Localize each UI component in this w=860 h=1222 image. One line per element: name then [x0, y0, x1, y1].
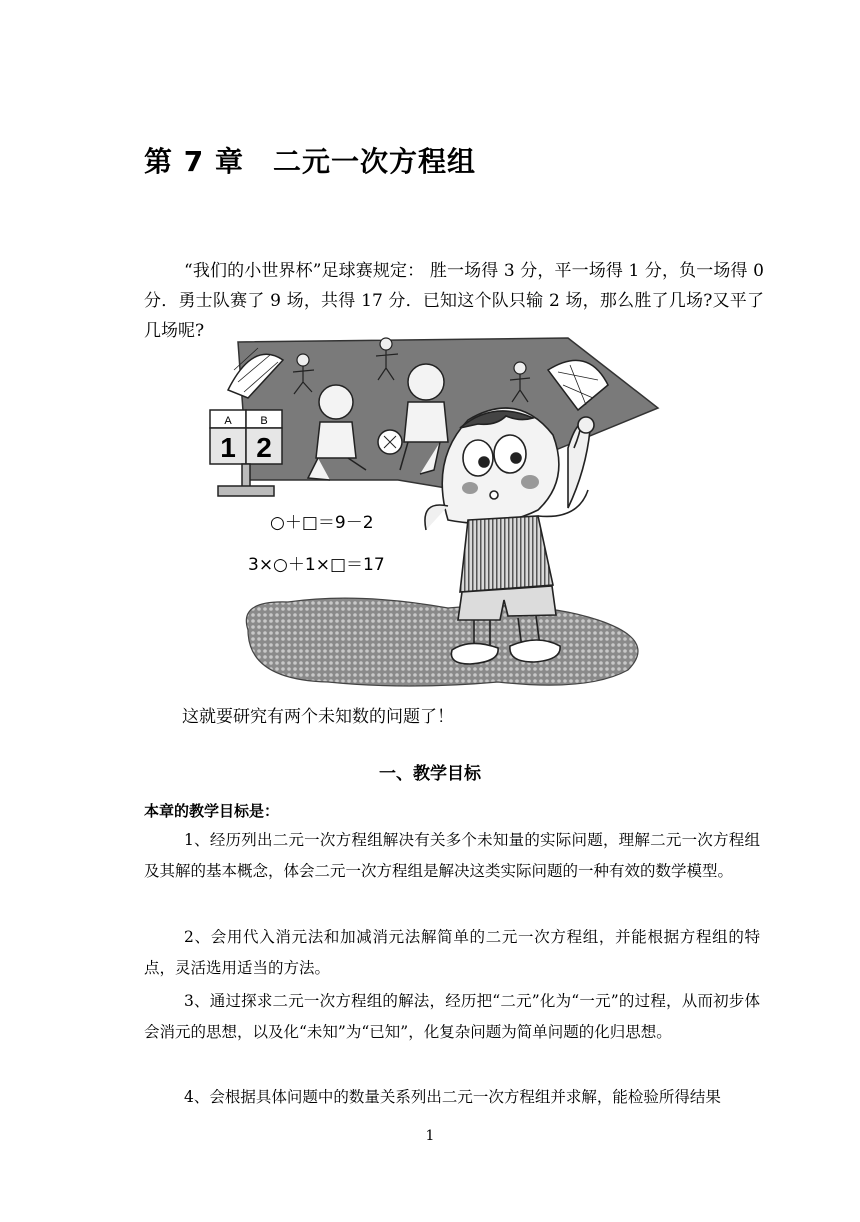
- goals-lead: 本章的教学目标是：: [144, 802, 280, 820]
- closing-sentence: 这就要研究有两个未知数的问题了！: [182, 707, 454, 727]
- equation-1: ○＋□＝9－2: [270, 513, 374, 533]
- intro-paragraph: “我们的小世界杯”足球赛规定： 胜一场得 3 分，平一场得 1 分，负一场得 0 分．勇士队赛了 9 场，共得 17 分．已知这个队只输 2 场，那么胜了几场?又平了几场呢?: [144, 261, 764, 341]
- goal-item-4: 4、会根据具体问题中的数量关系列出二元一次方程组并求解，能检验所得结果: [184, 1088, 721, 1106]
- goal-item-3: 3、通过探求二元一次方程组的解法，经历把“二元”化为“一元”的过程，从而初步体会消元的思想，以及化“未知”为“已知”，化复杂问题为简单问题的化归思想。: [144, 992, 760, 1041]
- scoreboard-score-b: 2: [256, 432, 272, 463]
- goal-item-2: 2、会用代入消元法和加减消元法解简单的二元一次方程组，并能根据方程组的特点，灵活选用适当的方法。: [144, 928, 760, 977]
- goal-item-1: 1、经历列出二元一次方程组解决有关多个未知量的实际问题，理解二元一次方程组及其解的基本概念，体会二元一次方程组是解决这类实际问题的一种有效的数学模型。: [144, 831, 760, 880]
- page-number: 1: [425, 1128, 435, 1144]
- chapter-title: 第 7 章 二元一次方程组: [144, 145, 476, 178]
- section-heading: 一、教学目标: [379, 764, 481, 784]
- scoreboard-label-b: B: [260, 415, 268, 427]
- scoreboard-label-a: A: [224, 415, 232, 427]
- ground-shadow: [246, 598, 638, 686]
- scoreboard-score-a: 1: [220, 432, 236, 463]
- equation-2: 3×○＋1×□＝17: [248, 555, 385, 575]
- cartoon-illustration: [208, 330, 678, 692]
